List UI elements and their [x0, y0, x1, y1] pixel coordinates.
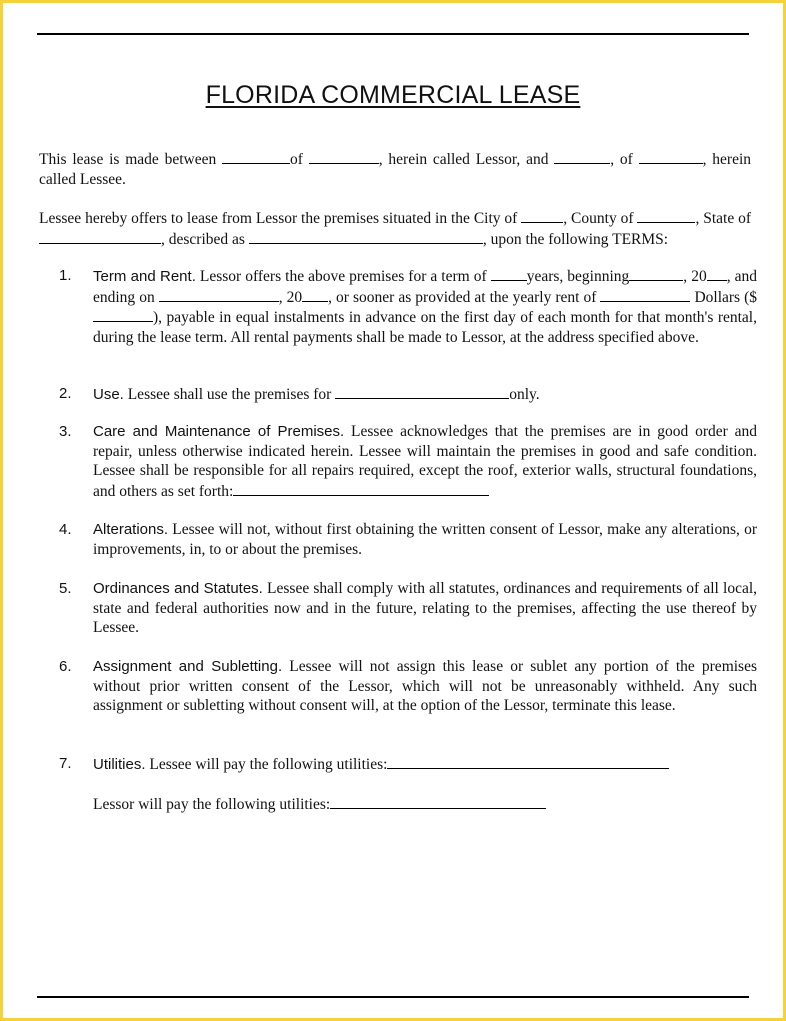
intro-text: of — [290, 151, 303, 168]
clause-text: Lessee shall comply with all statutes, ordinances and requirements of all local, state and federal authorities now and in the future, relating to the premises, affecting the use thereof by Lessee. — [93, 580, 758, 636]
end-date-blank[interactable] — [159, 287, 279, 302]
intro-text: , State of — [695, 210, 752, 227]
intro-text: , herein called Lessor, and — [378, 151, 549, 168]
intro-text: Lessee hereby offers to lease from Lessor the premises situated in the City of — [39, 210, 518, 227]
clause-heading: Assignment and Subletting. — [93, 658, 283, 675]
clause-text: Lessee will not assign this lease or sublet any portion of the premises without prior written consent of the Lessor, which will not be unreasonably withheld. Any such assignment or subletting without consent will, at the option of the Lessor, terminate this lease. — [93, 658, 757, 714]
clause-number: 3. — [59, 423, 72, 440]
clause-number: 1. — [59, 267, 72, 284]
clause-text: Dollars ($ — [694, 288, 758, 306]
clause-heading: Term and Rent. — [93, 268, 196, 285]
use-purpose-blank[interactable] — [335, 384, 509, 399]
term-years-blank[interactable] — [491, 266, 527, 281]
begin-date-blank[interactable] — [629, 266, 683, 281]
intro-text: , upon the following TERMS: — [482, 231, 669, 248]
lessee-address-blank[interactable] — [639, 149, 703, 164]
clause-term-and-rent — [59, 266, 757, 347]
clause-text: Lessor will pay the following utilities: — [93, 795, 331, 813]
clause-number: 6. — [59, 658, 72, 675]
lessor-name-blank[interactable] — [222, 149, 290, 164]
intro-text: This lease is made between — [39, 151, 217, 168]
lessor-address-blank[interactable] — [309, 149, 379, 164]
intro-text: , described as — [161, 231, 245, 248]
clause-use — [59, 384, 757, 405]
clause-text: Lessor offers the above premises for a term of — [199, 268, 487, 285]
clause-alterations — [59, 520, 757, 559]
document-title: FLORIDA COMMERCIAL LEASE — [205, 81, 581, 109]
lessee-name-blank[interactable] — [554, 149, 610, 164]
yearly-rent-words-blank[interactable] — [600, 287, 690, 302]
clause-text: ), payable in equal instalments in advance on the first day of each month for that month's rental, during the lease term. All rental payments shall be made to Lessor, at the address specified above. — [93, 309, 757, 346]
clause-care-and-maintenance — [59, 422, 757, 501]
intro-text: , County of — [563, 210, 634, 227]
clause-heading: Use. — [93, 386, 124, 403]
clause-heading: Utilities. — [93, 756, 146, 773]
clause-heading: Care and Maintenance of Premises. — [93, 423, 345, 440]
repair-exceptions-blank[interactable] — [233, 481, 489, 496]
intro-paragraph-premises — [39, 208, 751, 250]
clause-number: 2. — [59, 385, 72, 402]
clause-text: , 20 — [278, 288, 303, 306]
bottom-rule — [37, 996, 749, 998]
state-blank[interactable] — [39, 229, 161, 244]
clause-text: , or sooner as provided at the yearly rent of — [328, 288, 597, 306]
intro-text: , herein called Lessee. — [39, 151, 752, 188]
intro-text: , of — [610, 151, 633, 168]
clause-text: Lessee acknowledges that the premises are in good order and repair, unless otherwise indicated herein. Lessee will maintain the premises in good and safe condition. Lessee shall be responsible for all repairs required, except the roof, exterior walls, structural foundations, and others as set forth: — [93, 423, 757, 500]
county-blank[interactable] — [637, 208, 695, 223]
intro-paragraph-parties — [39, 149, 751, 190]
top-rule — [37, 33, 749, 35]
clause-utilities — [59, 754, 757, 814]
clause-text: Lessee shall use the premises for — [127, 386, 332, 403]
clause-heading: Alterations. — [93, 521, 169, 538]
clause-text: Lessee will pay the following utilities: — [149, 756, 388, 773]
clause-text: Lessee will not, without first obtaining the written consent of Lessor, make any alterations, or improvements, in, to or about the premises. — [93, 521, 758, 558]
clause-number: 4. — [59, 521, 72, 538]
clause-text: , 20 — [683, 268, 707, 285]
clause-ordinances-and-statutes — [59, 579, 757, 638]
clause-assignment-and-subletting — [59, 657, 757, 716]
clause-number: 5. — [59, 580, 72, 597]
clause-text: years, beginning — [526, 268, 630, 285]
clause-text: , and ending on — [93, 268, 757, 306]
clause-text: only. — [509, 386, 540, 403]
description-blank[interactable] — [249, 229, 483, 244]
city-blank[interactable] — [521, 208, 563, 223]
clause-number: 7. — [59, 755, 72, 772]
end-year-blank[interactable] — [302, 287, 328, 302]
lessor-utilities-blank[interactable] — [330, 794, 546, 809]
clause-heading: Ordinances and Statutes. — [93, 580, 263, 597]
lessee-utilities-blank[interactable] — [387, 754, 669, 769]
yearly-rent-amount-blank[interactable] — [93, 307, 153, 322]
begin-year-blank[interactable] — [707, 266, 727, 281]
